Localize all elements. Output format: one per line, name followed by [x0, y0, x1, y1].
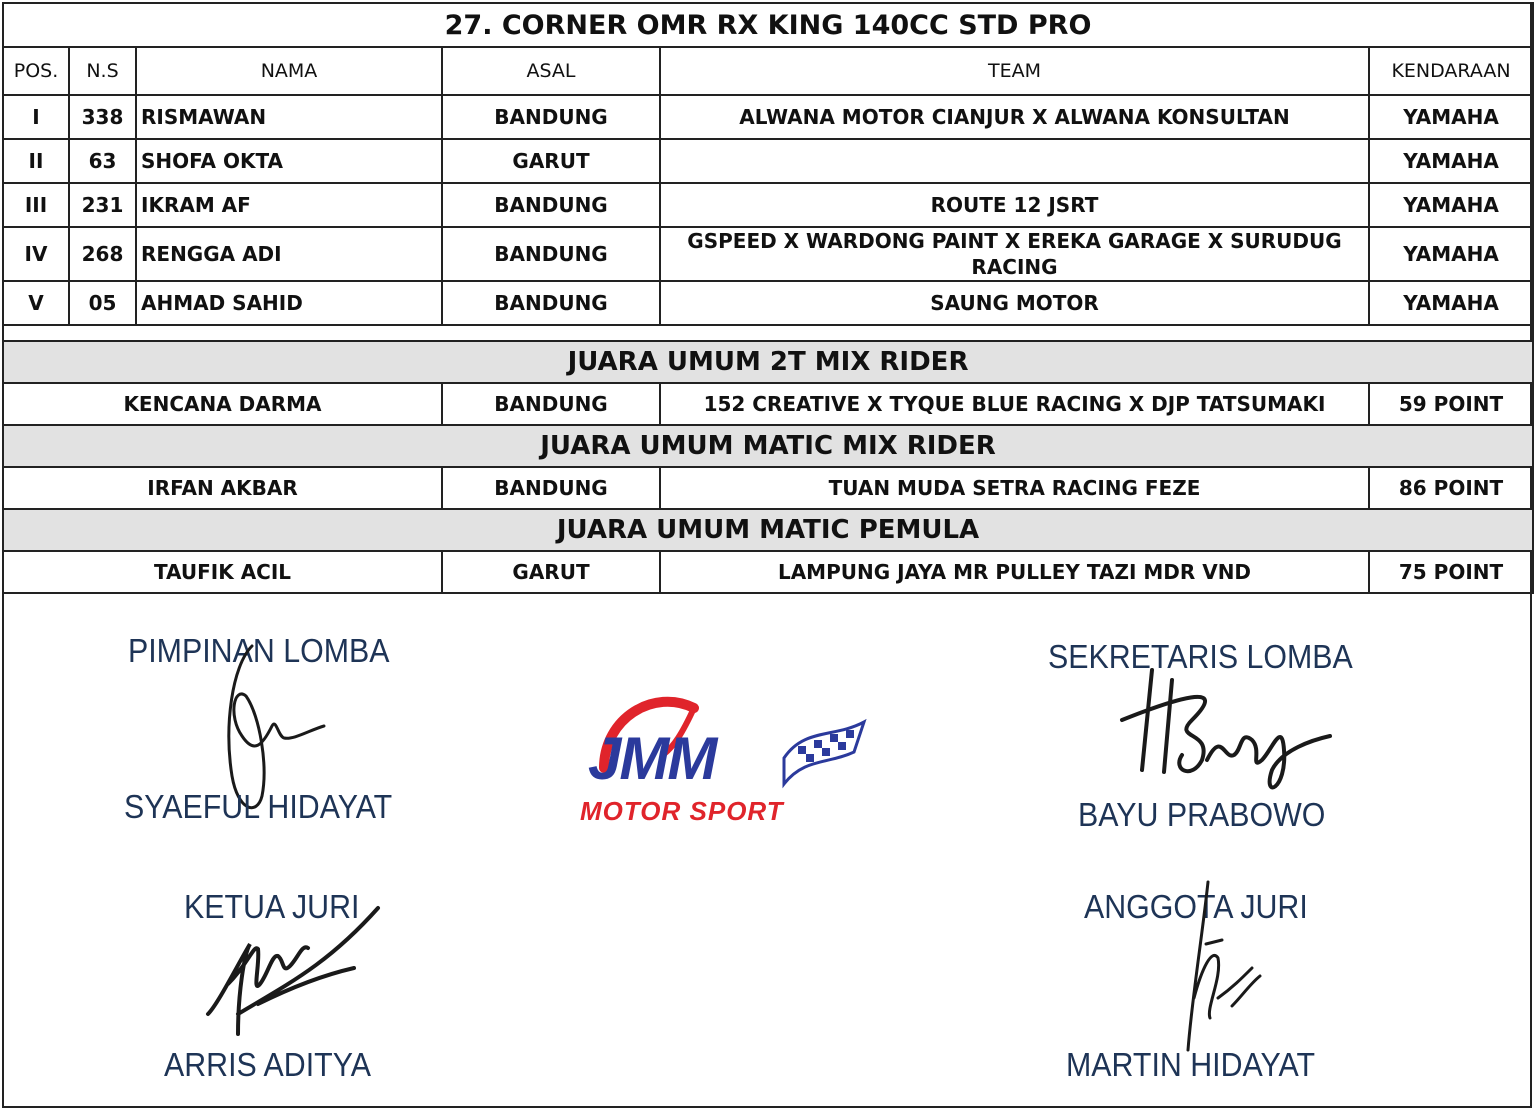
spacer-row — [3, 325, 1533, 341]
row-kendaraan: YAMAHA — [1369, 95, 1533, 139]
row-team — [660, 139, 1369, 183]
row-ns: 63 — [69, 139, 136, 183]
row-nama: SHOFA OKTA — [136, 139, 442, 183]
row-kendaraan: YAMAHA — [1369, 139, 1533, 183]
table-row — [3, 183, 1533, 227]
table-row — [3, 139, 1533, 183]
row-pos: III — [3, 183, 69, 227]
champion-team: TUAN MUDA SETRA RACING FEZE — [660, 467, 1369, 509]
signatory-name: ARRIS ADITYA — [164, 1046, 371, 1083]
champion-name: KENCANA DARMA — [3, 383, 442, 425]
header-pos: POS. — [3, 47, 69, 95]
row-team: SAUNG MOTOR — [660, 281, 1369, 325]
row-asal: BANDUNG — [442, 281, 660, 325]
logo-sub-text: MOTOR SPORT — [580, 796, 784, 826]
row-asal: GARUT — [442, 139, 660, 183]
champion-name: IRFAN AKBAR — [3, 467, 442, 509]
row-team: ALWANA MOTOR CIANJUR X ALWANA KONSULTAN — [660, 95, 1369, 139]
table-row — [3, 227, 1533, 281]
signature-area — [2, 616, 1532, 1108]
champion-team: LAMPUNG JAYA MR PULLEY TAZI MDR VND — [660, 551, 1369, 593]
row-nama: IKRAM AF — [136, 183, 442, 227]
champion-points: 86 POINT — [1369, 467, 1533, 509]
champion-asal: BANDUNG — [442, 467, 660, 509]
row-kendaraan: YAMAHA — [1369, 183, 1533, 227]
champion-name: TAUFIK ACIL — [3, 551, 442, 593]
row-pos: I — [3, 95, 69, 139]
row-ns: 268 — [69, 227, 136, 281]
champion-row — [3, 551, 1533, 593]
header-team: TEAM — [660, 47, 1369, 95]
spacer-cell — [3, 325, 1533, 341]
row-kendaraan: YAMAHA — [1369, 227, 1533, 281]
row-team: ROUTE 12 JSRT — [660, 183, 1369, 227]
signature-anggota-juri — [1172, 878, 1272, 1068]
champion-points: 59 POINT — [1369, 383, 1533, 425]
results-table — [2, 2, 1534, 594]
header-nama: NAMA — [136, 47, 442, 95]
signatory-role: KETUA JURI — [184, 888, 360, 925]
row-pos: IV — [3, 227, 69, 281]
table-row — [3, 281, 1533, 325]
section-heading-row — [3, 425, 1533, 467]
row-ns: 05 — [69, 281, 136, 325]
header-asal: ASAL — [442, 47, 660, 95]
row-nama: AHMAD SAHID — [136, 281, 442, 325]
champion-row — [3, 467, 1533, 509]
champion-team: 152 CREATIVE X TYQUE BLUE RACING X DJP TATSUMAKI — [660, 383, 1369, 425]
signature-ketua-juri — [198, 904, 398, 1064]
signatory-role: SEKRETARIS LOMBA — [1048, 638, 1353, 675]
section-heading: JUARA UMUM 2T MIX RIDER — [3, 341, 1533, 383]
champion-asal: BANDUNG — [442, 383, 660, 425]
table-row — [3, 95, 1533, 139]
row-asal: BANDUNG — [442, 95, 660, 139]
row-pos: II — [3, 139, 69, 183]
header-ns: N.S — [69, 47, 136, 95]
logo-main-text: JMM — [588, 725, 716, 792]
signature-sekretaris — [1112, 660, 1342, 810]
champion-points: 75 POINT — [1369, 551, 1533, 593]
signatory-name: MARTIN HIDAYAT — [1066, 1046, 1316, 1083]
section-heading-row — [3, 341, 1533, 383]
row-pos: V — [3, 281, 69, 325]
jmm-motorsport-logo — [574, 688, 874, 838]
row-kendaraan: YAMAHA — [1369, 281, 1533, 325]
row-ns: 231 — [69, 183, 136, 227]
row-nama: RISMAWAN — [136, 95, 442, 139]
champion-row — [3, 383, 1533, 425]
row-ns: 338 — [69, 95, 136, 139]
row-team: GSPEED X WARDONG PAINT X EREKA GARAGE X SURUDUG RACING — [660, 227, 1369, 281]
race-title: 27. CORNER OMR RX KING 140CC STD PRO — [3, 3, 1533, 47]
checkered-flag-icon — [784, 722, 864, 784]
header-kendaraan: KENDARAAN — [1369, 47, 1533, 95]
section-heading: JUARA UMUM MATIC PEMULA — [3, 509, 1533, 551]
row-asal: BANDUNG — [442, 227, 660, 281]
section-heading: JUARA UMUM MATIC MIX RIDER — [3, 425, 1533, 467]
champion-asal: GARUT — [442, 551, 660, 593]
signatory-role: ANGGOTA JURI — [1084, 888, 1308, 925]
section-heading-row — [3, 509, 1533, 551]
signatory-name: SYAEFUL HIDAYAT — [124, 788, 393, 825]
signatory-role: PIMPINAN LOMBA — [128, 632, 390, 669]
row-asal: BANDUNG — [442, 183, 660, 227]
table-header — [3, 47, 1533, 95]
row-nama: RENGGA ADI — [136, 227, 442, 281]
signatory-name: BAYU PRABOWO — [1078, 796, 1326, 833]
